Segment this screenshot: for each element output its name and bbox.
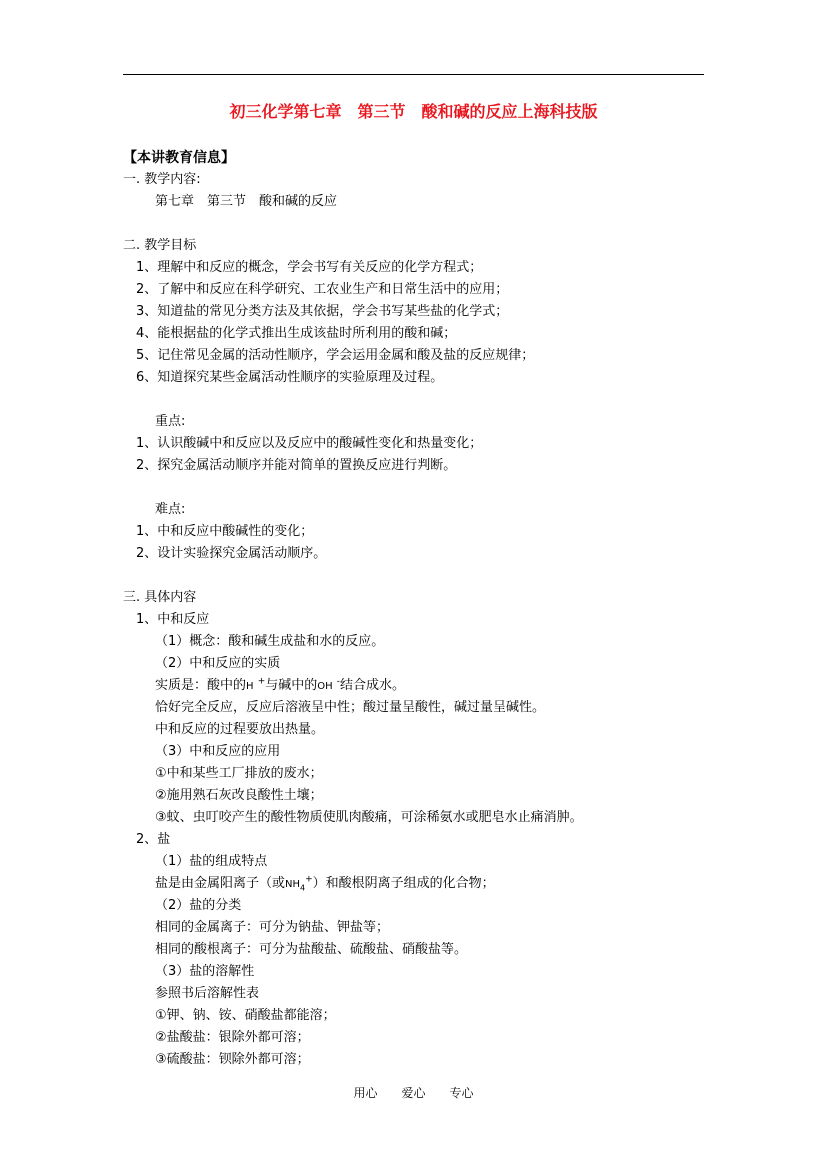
spacer <box>123 565 713 587</box>
goal-item: 5、记住常见金属的活动性顺序，学会运用金属和酸及盐的反应规律； <box>136 348 535 363</box>
section-heading: 二. 教学目标 <box>123 238 197 253</box>
hydroxide-ion: OH <box>317 681 333 692</box>
key-point-item: 1、认识酸碱中和反应以及反应中的酸碱性变化和热量变化； <box>136 436 483 451</box>
difficult-point-item: 2、设计实验探究金属活动顺序。 <box>136 546 327 561</box>
solubility-item: ②盐酸盐：银除外都可溶； <box>155 1030 310 1045</box>
spacer <box>123 477 713 499</box>
subsection-title: 1、中和反应 <box>136 612 210 627</box>
essence-text-a: 实质是：酸中的 <box>155 678 247 693</box>
ammonium-ion: NH <box>285 879 301 890</box>
section-heading: 一. 教学内容: <box>123 172 201 187</box>
goal-item: 2、了解中和反应在科学研究、工农业生产和日常生活中的应用； <box>136 282 509 297</box>
header-rule <box>123 74 704 75</box>
document-title: 初三化学第七章 第三节 酸和碱的反应上海科技版 <box>229 102 598 121</box>
section-info-heading: 【本讲教育信息】 <box>123 150 235 166</box>
subsection-title: （3）盐的溶解性 <box>155 964 255 979</box>
subsection-title: （3）中和反应的应用 <box>155 744 281 759</box>
hydroxide-ion-charge: - <box>336 676 341 687</box>
goal-item: 6、知道探究某些金属活动性顺序的实验原理及过程。 <box>136 370 444 385</box>
key-point-item: 2、探究金属活动顺序并能对简单的置换反应进行判断。 <box>136 458 457 473</box>
difficult-point-item: 1、中和反应中酸碱性的变化； <box>136 524 314 539</box>
solubility-reference: 参照书后溶解性表 <box>155 986 260 1001</box>
page-footer: 用心 爱心 专心 <box>353 1086 474 1100</box>
key-points-label: 重点: <box>155 414 186 429</box>
difficult-points-label: 难点: <box>155 502 186 517</box>
neutral-text: 恰好完全反应，反应后溶液呈中性；酸过量呈酸性，碱过量呈碱性。 <box>155 700 546 715</box>
application-item: ①中和某些工厂排放的废水； <box>155 766 323 781</box>
essence-text-c: 结合成水。 <box>340 678 406 693</box>
application-item: ②施用熟石灰改良酸性土壤； <box>155 788 323 803</box>
teaching-content: 第七章 第三节 酸和碱的反应 <box>155 194 338 209</box>
subsection-title: （1）盐的组成特点 <box>155 854 268 869</box>
essence-text-b: 与碱中的 <box>265 678 318 693</box>
spacer <box>123 213 713 235</box>
goal-item: 1、理解中和反应的概念，学会书写有关反应的化学方程式； <box>136 260 483 275</box>
ammonium-subscript: 4 <box>300 883 306 893</box>
composition-text-b: ）和酸根阴离子组成的化合物； <box>312 876 495 891</box>
essence-text <box>123 675 713 697</box>
document-body <box>123 147 713 1071</box>
section-heading: 三. 具体内容 <box>123 590 197 605</box>
composition-text-a: 盐是由金属阳离子（或 <box>155 876 286 891</box>
goal-item: 3、知道盐的常见分类方法及其依据，学会书写某些盐的化学式； <box>136 304 509 319</box>
spacer <box>123 389 713 411</box>
classification-item: 相同的金属离子：可分为钠盐、钾盐等； <box>155 920 390 935</box>
concept-text: （1）概念：酸和碱生成盐和水的反应。 <box>155 634 385 649</box>
solubility-item: ①钾、钠、铵、硝酸盐都能溶； <box>155 1008 336 1023</box>
hydrogen-ion: H <box>246 681 254 692</box>
composition-text <box>123 873 713 895</box>
heat-text: 中和反应的过程要放出热量。 <box>155 722 325 737</box>
goal-item: 4、能根据盐的化学式推出生成该盐时所利用的酸和碱； <box>136 326 457 341</box>
application-item: ③蚊、虫叮咬产生的酸性物质使肌肉酸痛，可涂稀氨水或肥皂水止痛消肿。 <box>155 810 583 825</box>
hydrogen-ion-charge: + <box>257 676 266 687</box>
solubility-item: ③硫酸盐：钡除外都可溶； <box>155 1052 310 1067</box>
classification-item: 相同的酸根离子：可分为盐酸盐、硫酸盐、硝酸盐等。 <box>155 942 468 957</box>
subsection-title: （2）盐的分类 <box>155 898 242 913</box>
ammonium-charge: + <box>305 874 313 885</box>
subsection-title: 2、盐 <box>136 832 171 847</box>
subsection-title: （2）中和反应的实质 <box>155 656 281 671</box>
